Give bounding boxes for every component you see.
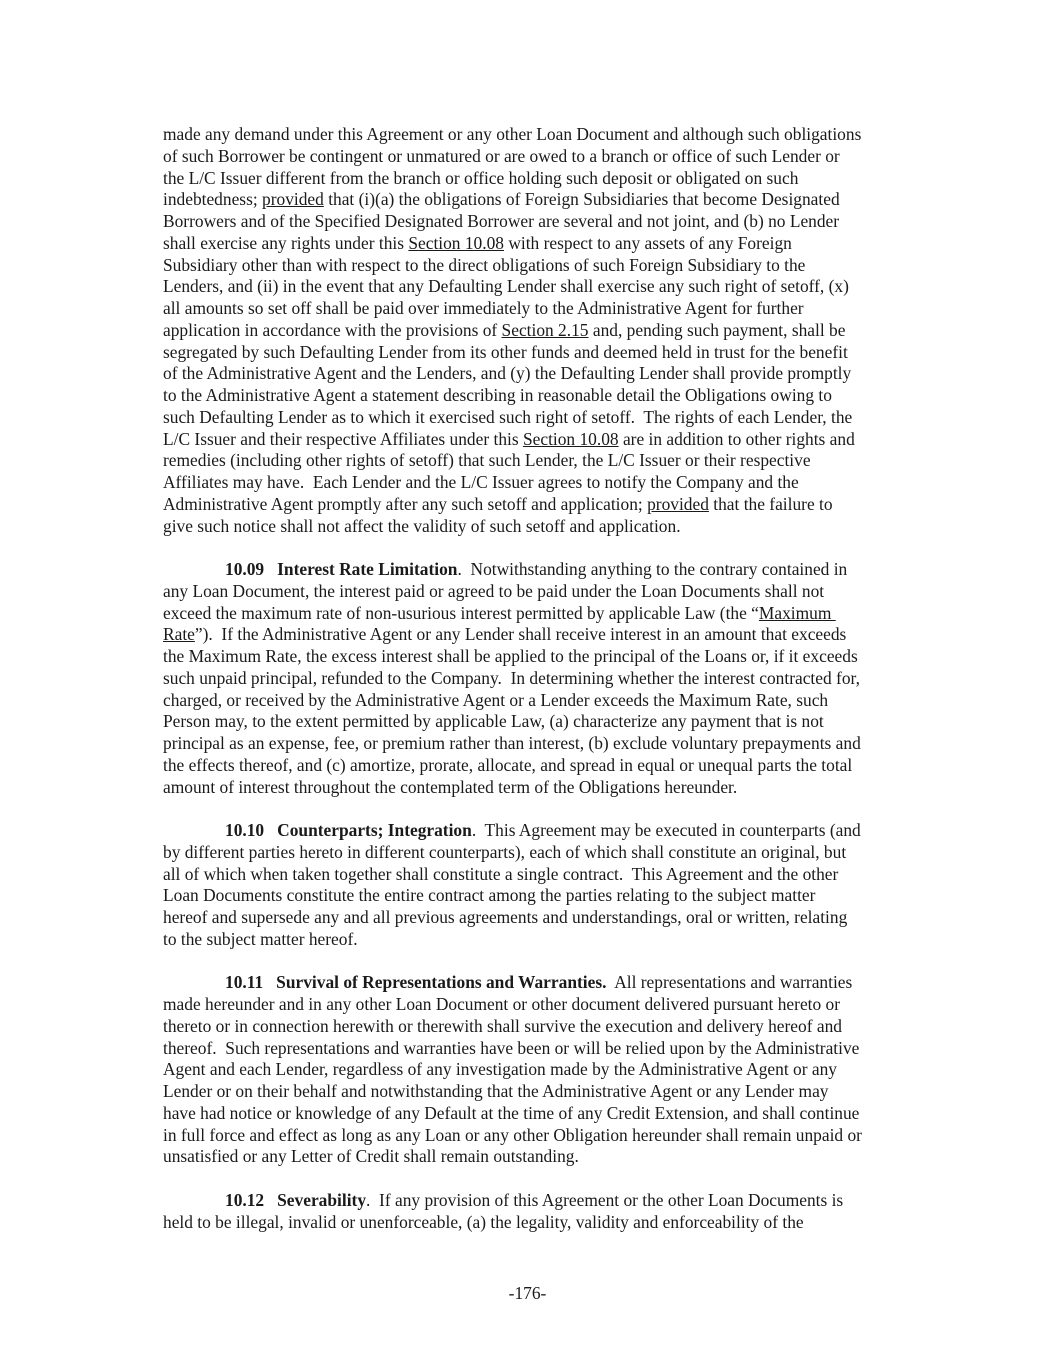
- text-run: made hereunder and in any other Loan Document or other document delivered pursuant hereto or: [163, 994, 841, 1014]
- text-run: Loan Documents constitute the entire contract among the parties relating to the subject matter: [163, 885, 816, 906]
- text-line: [163, 820, 935, 842]
- text-run: remedies (including other rights of setoff) that such Lender, the L/C Issuer or their respective: [163, 450, 811, 471]
- text-run: Subsidiary other than with respect to the direct obligations of such Foreign Subsidiary to the: [163, 254, 806, 275]
- paragraph-section-10-09: [163, 559, 935, 798]
- text-run: Lenders, and (ii) in the event that any Defaulting Lender shall exercise any such right of setoff, (x): [163, 276, 849, 297]
- text-line: [163, 1190, 935, 1212]
- text-run: made any demand under this Agreement or any other Loan Document and although such obligations: [163, 124, 862, 144]
- text-line: [163, 1038, 935, 1060]
- text-line: [163, 1125, 935, 1147]
- text-line: [163, 624, 935, 646]
- text-run: amount of interest throughout the contemplated term of the Obligations hereunder.: [163, 776, 738, 797]
- text-line: [163, 516, 935, 538]
- text-line: [163, 472, 935, 494]
- text-run: thereof. Such representations and warranties have been or will be relied upon by the Administrative: [163, 1037, 860, 1058]
- text-line: [163, 929, 935, 951]
- underlined-reference: provided: [647, 493, 709, 514]
- text-run: in full force and effect as long as any Loan or any other Obligation hereunder shall remain unpaid or: [163, 1124, 862, 1145]
- text-line: [163, 429, 935, 451]
- text-run: to the Administrative Agent a statement describing in reasonable detail the Obligations owing to: [163, 385, 832, 405]
- text-run: . This Agreement may be executed in counterparts (and: [471, 820, 861, 840]
- text-line: [163, 276, 935, 298]
- text-line: [163, 668, 935, 690]
- text-line: [163, 1016, 935, 1038]
- text-run: Person may, to the extent permitted by applicable Law, (a) characterize any payment that is not: [163, 711, 824, 732]
- text-line: [163, 211, 935, 233]
- text-line: [163, 146, 935, 168]
- text-run: the L/C Issuer different from the branch or office holding such deposit or obligated on such: [163, 167, 799, 188]
- text-run: Borrowers and of the Specified Designated Borrower are several and not joint, and (b) no Lender: [163, 211, 840, 231]
- text-run: exceed the maximum rate of non-usurious interest permitted by applicable Law (the “: [163, 602, 759, 623]
- text-run: all amounts so set off shall be paid over immediately to the Administrative Agent for further: [163, 298, 804, 318]
- paragraph-section-10-11: [163, 972, 935, 1168]
- text-line: [163, 1059, 935, 1081]
- text-run: L/C Issuer and their respective Affiliates under this: [163, 428, 523, 449]
- text-run: Affiliates may have. Each Lender and the L/C Issuer agrees to notify the Company and the: [163, 472, 799, 492]
- text-line: [163, 907, 935, 929]
- text-line: [163, 1146, 935, 1168]
- text-run: Agent and each Lender, regardless of any investigation made by the Administrative Agent or any: [163, 1059, 837, 1080]
- text-line: [163, 581, 935, 603]
- text-line: [163, 646, 935, 668]
- section-number: 10.10: [225, 820, 265, 840]
- text-line: [163, 864, 935, 886]
- text-line: [163, 1212, 935, 1234]
- text-run: such Defaulting Lender as to which it exercised such right of setoff. The rights of each Lender, the: [163, 406, 853, 427]
- text-run: and, pending such payment, shall be: [588, 319, 846, 340]
- text-run: to the subject matter hereof.: [163, 928, 358, 949]
- text-run: indebtedness;: [163, 189, 263, 210]
- text-line: [163, 1081, 935, 1103]
- text-run: that the failure to: [708, 493, 833, 514]
- section-heading: Interest Rate Limitation: [277, 559, 458, 579]
- text-line: [163, 842, 935, 864]
- section-heading: Survival of Representations and Warranties.: [276, 972, 607, 993]
- text-line: [163, 385, 935, 407]
- text-run: unsatisfied or any Letter of Credit shall remain outstanding.: [163, 1146, 579, 1167]
- text-line: [163, 885, 935, 907]
- text-line: [163, 994, 935, 1016]
- text-run: that (i)(a) the obligations of Foreign Subsidiaries that become Designated: [323, 189, 840, 210]
- section-heading: Counterparts; Integration: [277, 820, 472, 840]
- text-run: segregated by such Defaulting Lender from its other funds and deemed held in trust for the benefit: [163, 341, 848, 362]
- text-line: [163, 711, 935, 733]
- underlined-reference: provided: [262, 189, 324, 210]
- text-line: [163, 733, 935, 755]
- section-number: 10.11: [225, 972, 264, 993]
- text-line: [163, 363, 935, 385]
- text-line: [163, 168, 935, 190]
- text-line: [163, 189, 935, 211]
- text-run: the effects thereof, and (c) amortize, prorate, allocate, and spread in equal or unequal parts the total: [163, 754, 853, 775]
- underlined-reference: Rate: [163, 624, 195, 645]
- text-run: Lender or on their behalf and notwithstanding that the Administrative Agent or any Lender may: [163, 1081, 829, 1101]
- text-line: [163, 233, 935, 255]
- text-run: held to be illegal, invalid or unenforceable, (a) the legality, validity and enforceability of the: [163, 1211, 804, 1232]
- text-run: charged, or received by the Administrative Agent or a Lender exceeds the Maximum Rate, such: [163, 689, 829, 710]
- text-run: any Loan Document, the interest paid or agreed to be paid under the Loan Documents shall not: [163, 580, 825, 601]
- text-line: [163, 777, 935, 799]
- text-run: are in addition to other rights and: [618, 428, 855, 449]
- paragraph-section-10-10: [163, 820, 935, 951]
- text-line: [163, 559, 935, 581]
- text-line: [163, 972, 935, 994]
- text-line: [163, 255, 935, 277]
- text-line: [163, 1103, 935, 1125]
- text-run: ”). If the Administrative Agent or any Lender shall receive interest in an amount that exceeds: [194, 624, 847, 645]
- text-line: [163, 320, 935, 342]
- text-run: with respect to any assets of any Foreign: [503, 232, 792, 253]
- text-run: give such notice shall not affect the validity of such setoff and application.: [163, 515, 681, 536]
- text-run: such unpaid principal, refunded to the Company. In determining whether the interest contracted for,: [163, 667, 860, 688]
- underlined-reference: Section 10.08: [408, 232, 504, 253]
- text-line: [163, 690, 935, 712]
- text-run: shall exercise any rights under this: [163, 232, 409, 253]
- underlined-reference: Maximum: [758, 602, 836, 623]
- underlined-reference: Section 2.15: [501, 319, 589, 340]
- text-line: [163, 298, 935, 320]
- text-run: of the Administrative Agent and the Lenders, and (y) the Defaulting Lender shall provide promptly: [163, 363, 852, 384]
- text-line: [163, 124, 935, 146]
- paragraph-setoff-continued: [163, 124, 935, 537]
- text-run: principal as an expense, fee, or premium rather than interest, (b) exclude voluntary prepayments and: [163, 733, 861, 753]
- text-run: all of which when taken together shall constitute a single contract. This Agreement and the other: [163, 863, 839, 884]
- section-heading: Severability: [277, 1189, 367, 1210]
- document-body: [163, 124, 935, 1255]
- underlined-reference: Section 10.08: [522, 428, 619, 449]
- text-run: All representations and warranties: [606, 972, 853, 993]
- text-run: of such Borrower be contingent or unmatured or are owed to a branch or office of such Lender or: [163, 145, 840, 166]
- text-run: have had notice or knowledge of any Default at the time of any Credit Extension, and shall continue: [163, 1102, 860, 1123]
- text-run: . If any provision of this Agreement or the other Loan Documents is: [366, 1189, 844, 1210]
- paragraph-section-10-12: [163, 1190, 935, 1234]
- text-run: Administrative Agent promptly after any such setoff and application;: [163, 493, 648, 514]
- text-line: [163, 407, 935, 429]
- text-run: thereto or in connection herewith or therewith shall survive the execution and delivery hereof and: [163, 1015, 842, 1036]
- section-number: 10.12: [225, 1189, 265, 1210]
- text-run: . Notwithstanding anything to the contrary contained in: [457, 559, 848, 579]
- text-run: by different parties hereto in different counterparts), each of which shall constitute an original, but: [163, 841, 847, 862]
- text-line: [163, 494, 935, 516]
- page-number: -176-: [508, 1283, 547, 1303]
- text-line: [163, 342, 935, 364]
- section-number: 10.09: [225, 559, 265, 579]
- text-line: [163, 755, 935, 777]
- text-run: hereof and supersede any and all previous agreements and understandings, oral or written, relating: [163, 907, 848, 927]
- text-run: application in accordance with the provisions of: [163, 319, 502, 340]
- text-run: the Maximum Rate, the excess interest shall be applied to the principal of the Loans or, if it exceeds: [163, 646, 858, 666]
- text-line: [163, 603, 935, 625]
- text-line: [163, 450, 935, 472]
